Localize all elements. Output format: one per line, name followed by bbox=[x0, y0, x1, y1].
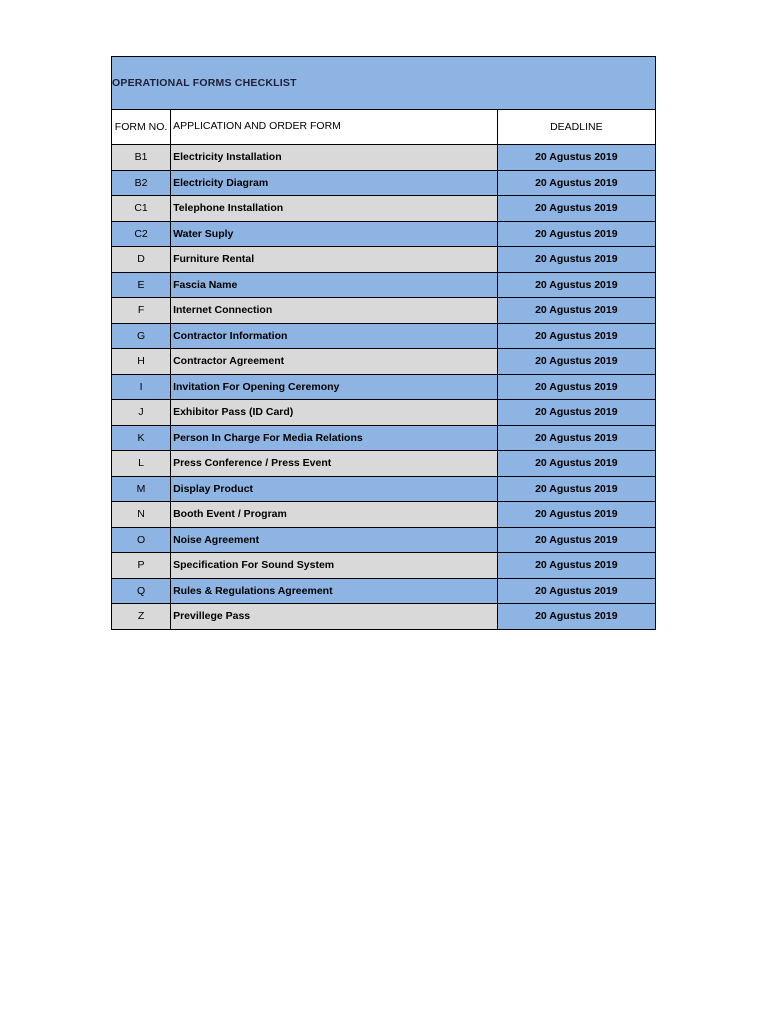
form-number-cell: D bbox=[112, 247, 171, 273]
form-number-cell: F bbox=[112, 298, 171, 324]
title-row bbox=[112, 57, 656, 110]
header-form-no: FORM NO. bbox=[112, 110, 171, 145]
form-number-cell: H bbox=[112, 349, 171, 375]
form-number-cell: M bbox=[112, 476, 171, 502]
deadline-cell: 20 Agustus 2019 bbox=[497, 349, 655, 375]
table-row bbox=[112, 272, 656, 298]
table-row bbox=[112, 221, 656, 247]
deadline-cell: 20 Agustus 2019 bbox=[497, 553, 655, 579]
form-name-cell: Rules & Regulations Agreement bbox=[171, 578, 498, 604]
deadline-cell: 20 Agustus 2019 bbox=[497, 527, 655, 553]
form-number-cell: Q bbox=[112, 578, 171, 604]
table-row bbox=[112, 400, 656, 426]
form-name-cell: Contractor Agreement bbox=[171, 349, 498, 375]
table-row bbox=[112, 145, 656, 171]
form-number-cell: E bbox=[112, 272, 171, 298]
form-name-cell: Electricity Installation bbox=[171, 145, 498, 171]
form-number-cell: B1 bbox=[112, 145, 171, 171]
form-number-cell: C1 bbox=[112, 196, 171, 222]
form-number-cell: B2 bbox=[112, 170, 171, 196]
form-name-cell: Telephone Installation bbox=[171, 196, 498, 222]
form-number-cell: J bbox=[112, 400, 171, 426]
form-number-cell: C2 bbox=[112, 221, 171, 247]
form-name-cell: Previllege Pass bbox=[171, 604, 498, 630]
table-row bbox=[112, 298, 656, 324]
form-name-cell: Furniture Rental bbox=[171, 247, 498, 273]
form-name-cell: Exhibitor Pass (ID Card) bbox=[171, 400, 498, 426]
form-name-cell: Contractor Information bbox=[171, 323, 498, 349]
form-name-cell: Fascia Name bbox=[171, 272, 498, 298]
deadline-cell: 20 Agustus 2019 bbox=[497, 502, 655, 528]
deadline-cell: 20 Agustus 2019 bbox=[497, 221, 655, 247]
deadline-cell: 20 Agustus 2019 bbox=[497, 476, 655, 502]
form-name-cell: Display Product bbox=[171, 476, 498, 502]
deadline-cell: 20 Agustus 2019 bbox=[497, 400, 655, 426]
deadline-cell: 20 Agustus 2019 bbox=[497, 196, 655, 222]
deadline-cell: 20 Agustus 2019 bbox=[497, 323, 655, 349]
table-row bbox=[112, 323, 656, 349]
checklist-sheet bbox=[111, 56, 656, 630]
form-number-cell: N bbox=[112, 502, 171, 528]
form-name-cell: Specification For Sound System bbox=[171, 553, 498, 579]
deadline-cell: 20 Agustus 2019 bbox=[497, 247, 655, 273]
deadline-cell: 20 Agustus 2019 bbox=[497, 170, 655, 196]
table-row bbox=[112, 374, 656, 400]
deadline-cell: 20 Agustus 2019 bbox=[497, 578, 655, 604]
form-name-cell: Person In Charge For Media Relations bbox=[171, 425, 498, 451]
table-row bbox=[112, 578, 656, 604]
form-name-cell: Electricity Diagram bbox=[171, 170, 498, 196]
forms-checklist-table bbox=[111, 56, 656, 630]
table-row bbox=[112, 476, 656, 502]
form-name-cell: Water Suply bbox=[171, 221, 498, 247]
deadline-cell: 20 Agustus 2019 bbox=[497, 374, 655, 400]
table-row bbox=[112, 502, 656, 528]
form-number-cell: O bbox=[112, 527, 171, 553]
form-name-cell: Press Conference / Press Event bbox=[171, 451, 498, 477]
form-number-cell: L bbox=[112, 451, 171, 477]
deadline-cell: 20 Agustus 2019 bbox=[497, 298, 655, 324]
table-row bbox=[112, 247, 656, 273]
form-number-cell: I bbox=[112, 374, 171, 400]
form-name-cell: Booth Event / Program bbox=[171, 502, 498, 528]
deadline-cell: 20 Agustus 2019 bbox=[497, 272, 655, 298]
table-row bbox=[112, 527, 656, 553]
table-row bbox=[112, 170, 656, 196]
page-title: OPERATIONAL FORMS CHECKLIST bbox=[112, 57, 656, 110]
table-row bbox=[112, 451, 656, 477]
table-body bbox=[112, 57, 656, 630]
header-deadline: DEADLINE bbox=[497, 110, 655, 145]
table-row bbox=[112, 349, 656, 375]
deadline-cell: 20 Agustus 2019 bbox=[497, 604, 655, 630]
deadline-cell: 20 Agustus 2019 bbox=[497, 451, 655, 477]
deadline-cell: 20 Agustus 2019 bbox=[497, 145, 655, 171]
form-name-cell: Noise Agreement bbox=[171, 527, 498, 553]
form-name-cell: Internet Connection bbox=[171, 298, 498, 324]
deadline-cell: 20 Agustus 2019 bbox=[497, 425, 655, 451]
form-name-cell: Invitation For Opening Ceremony bbox=[171, 374, 498, 400]
table-row bbox=[112, 196, 656, 222]
form-number-cell: G bbox=[112, 323, 171, 349]
table-row bbox=[112, 425, 656, 451]
header-application-form: APPLICATION AND ORDER FORM bbox=[171, 110, 498, 145]
table-row bbox=[112, 604, 656, 630]
form-number-cell: K bbox=[112, 425, 171, 451]
form-number-cell: P bbox=[112, 553, 171, 579]
header-row bbox=[112, 110, 656, 145]
form-number-cell: Z bbox=[112, 604, 171, 630]
table-row bbox=[112, 553, 656, 579]
